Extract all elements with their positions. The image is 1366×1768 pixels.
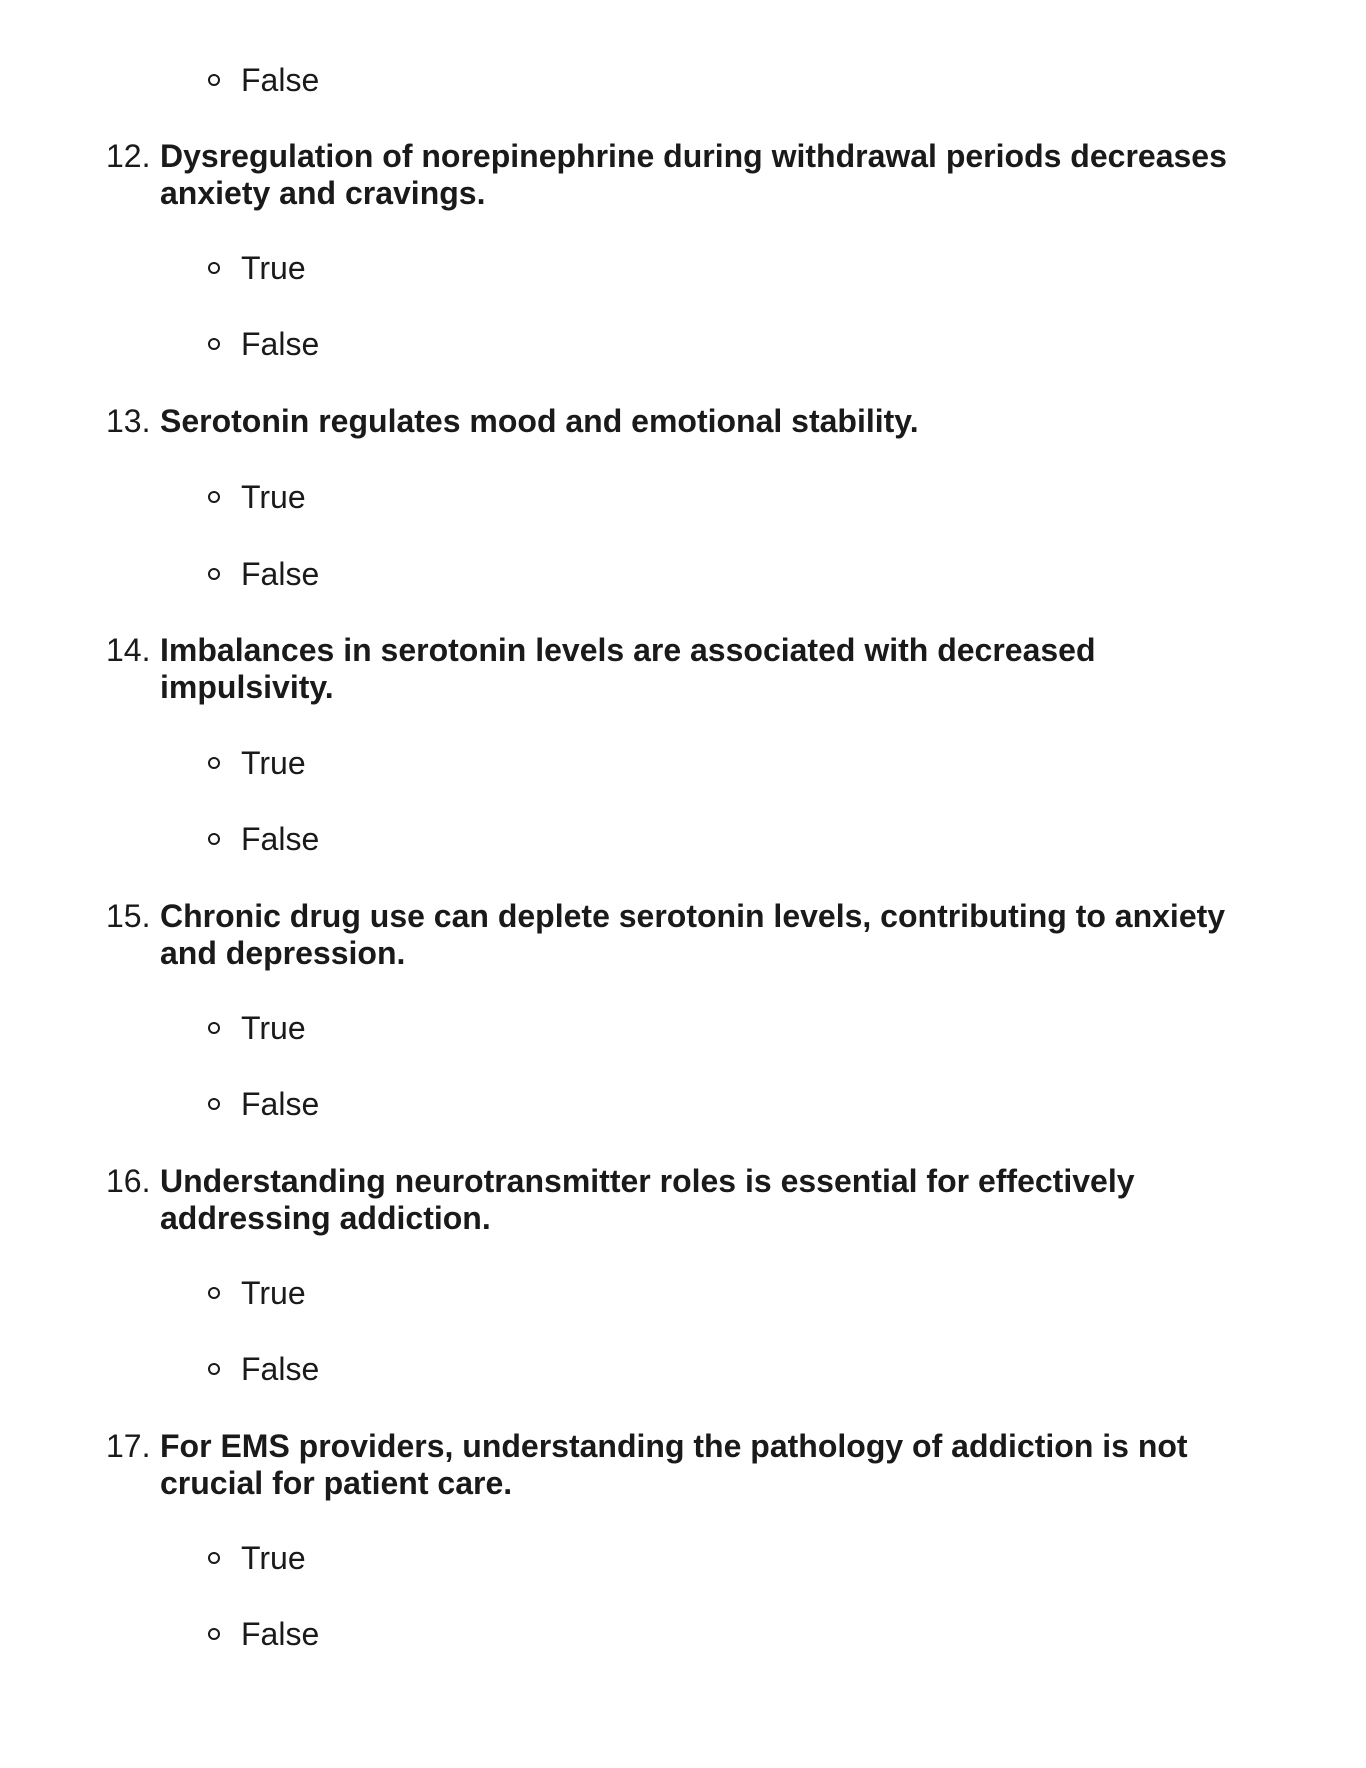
option-label: False bbox=[241, 326, 320, 362]
q17-option-true[interactable] bbox=[208, 1538, 306, 1578]
option-label: False bbox=[241, 1086, 320, 1122]
option-label: False bbox=[241, 62, 320, 98]
question-text: Imbalances in serotonin levels are associated with decreased impulsivity. bbox=[160, 632, 1096, 705]
q12-option-false[interactable] bbox=[208, 324, 319, 364]
option-label: False bbox=[241, 556, 320, 592]
hollow-circle-bullet-icon bbox=[208, 262, 220, 274]
question-number: 17. bbox=[106, 1428, 151, 1464]
hollow-circle-bullet-icon bbox=[208, 1628, 220, 1640]
question-number: 15. bbox=[106, 898, 151, 934]
q13-option-false[interactable] bbox=[208, 554, 319, 594]
q13-option-true[interactable] bbox=[208, 477, 306, 517]
hollow-circle-bullet-icon bbox=[208, 1552, 220, 1564]
question-text: Serotonin regulates mood and emotional stability. bbox=[160, 403, 919, 439]
question-number: 14. bbox=[106, 632, 151, 668]
carryover-option-false[interactable] bbox=[208, 60, 319, 100]
hollow-circle-bullet-icon bbox=[208, 1022, 220, 1034]
hollow-circle-bullet-icon bbox=[208, 1363, 220, 1375]
option-label: True bbox=[241, 1540, 306, 1576]
option-label: True bbox=[241, 479, 306, 515]
option-label: True bbox=[241, 250, 306, 286]
question-number: 16. bbox=[106, 1163, 151, 1199]
option-label: True bbox=[241, 745, 306, 781]
q14-option-false[interactable] bbox=[208, 819, 319, 859]
option-label: True bbox=[241, 1275, 306, 1311]
question-number: 12. bbox=[106, 138, 151, 174]
q15-option-true[interactable] bbox=[208, 1008, 306, 1048]
hollow-circle-bullet-icon bbox=[208, 1098, 220, 1110]
q17-option-false[interactable] bbox=[208, 1614, 319, 1654]
question-text: For EMS providers, understanding the pathology of addiction is not crucial for patient care. bbox=[160, 1428, 1188, 1501]
q16-option-false[interactable] bbox=[208, 1349, 319, 1389]
q16-option-true[interactable] bbox=[208, 1273, 306, 1313]
q14-option-true[interactable] bbox=[208, 743, 306, 783]
hollow-circle-bullet-icon bbox=[208, 1287, 220, 1299]
option-label: False bbox=[241, 1616, 320, 1652]
q12-option-true[interactable] bbox=[208, 248, 306, 288]
question-number: 13. bbox=[106, 403, 151, 439]
hollow-circle-bullet-icon bbox=[208, 568, 220, 580]
option-label: False bbox=[241, 1351, 320, 1387]
question-text: Dysregulation of norepinephrine during withdrawal periods decreases anxiety and cravings. bbox=[160, 138, 1227, 211]
question-text: Chronic drug use can deplete serotonin levels, contributing to anxiety and depression. bbox=[160, 898, 1226, 971]
q15-option-false[interactable] bbox=[208, 1084, 319, 1124]
hollow-circle-bullet-icon bbox=[208, 491, 220, 503]
hollow-circle-bullet-icon bbox=[208, 757, 220, 769]
option-label: True bbox=[241, 1010, 306, 1046]
option-label: False bbox=[241, 821, 320, 857]
hollow-circle-bullet-icon bbox=[208, 338, 220, 350]
question-text: Understanding neurotransmitter roles is essential for effectively addressing addiction. bbox=[160, 1163, 1135, 1236]
hollow-circle-bullet-icon bbox=[208, 74, 220, 86]
hollow-circle-bullet-icon bbox=[208, 833, 220, 845]
